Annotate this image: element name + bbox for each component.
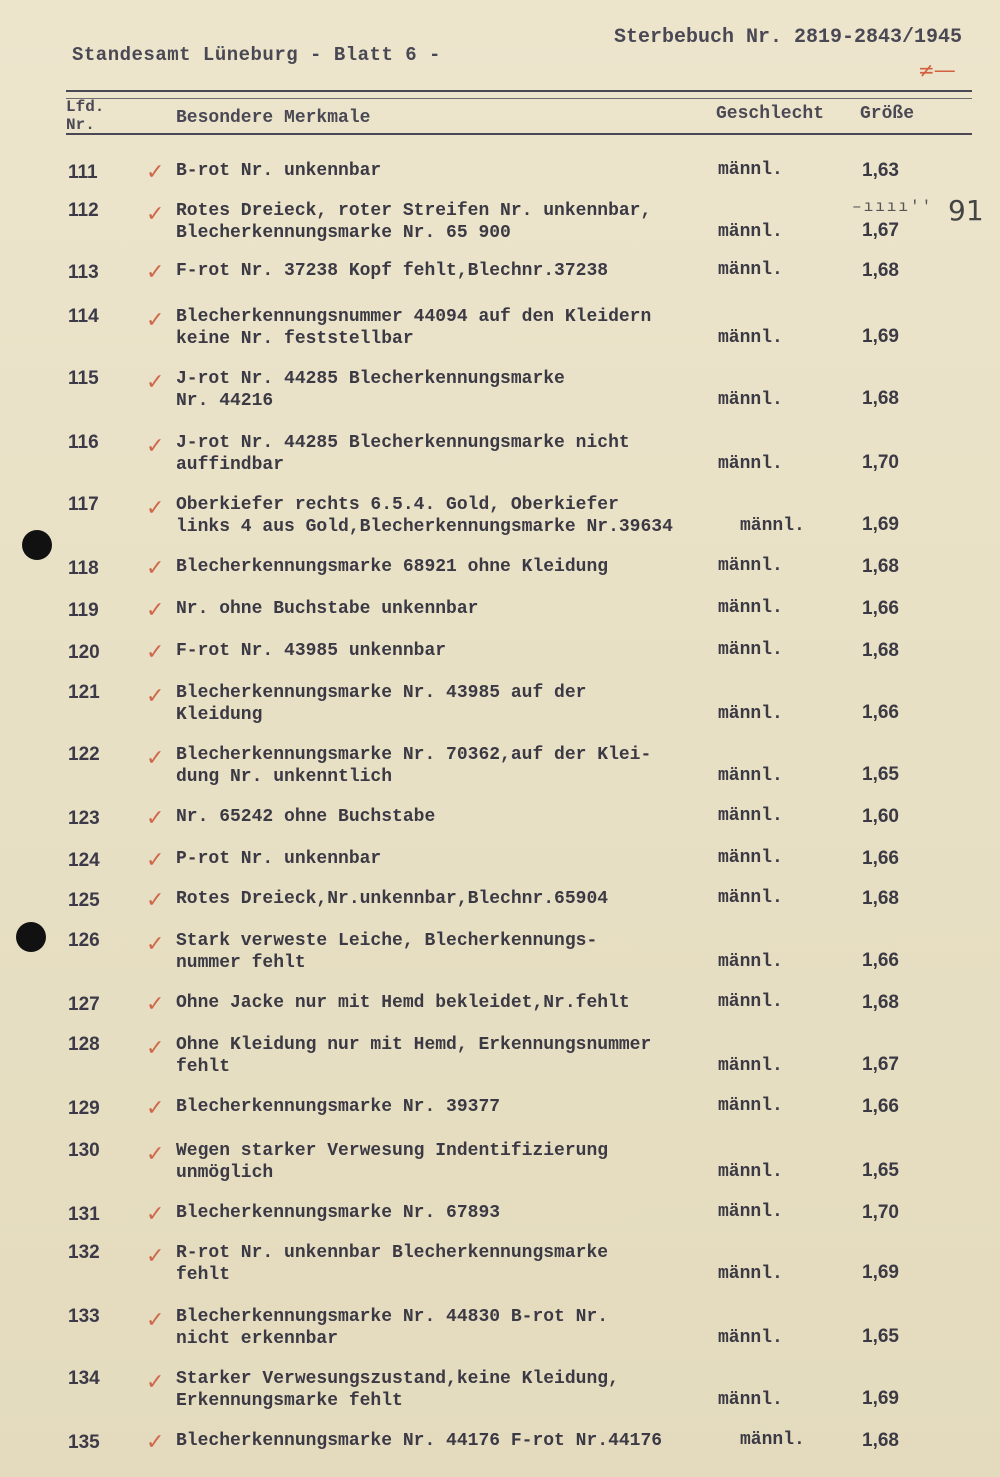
entry-height: 1,68 [862,992,899,1013]
entry-number: 122 [68,744,100,765]
column-header-sex: Geschlecht [716,104,825,124]
entry-sex: männl. [718,1096,783,1116]
entry-height: 1,68 [862,388,899,409]
entry-features: Blecherkennungsmarke Nr. 70362,auf der Klei- dung Nr. unkenntlich [176,745,652,787]
entry-number: 114 [68,306,99,327]
header-rule-top [66,90,972,92]
entry-sex: männl. [718,806,783,826]
red-check-icon: ✓ [146,160,165,185]
entry-number: 116 [68,432,99,453]
entry-height: 1,68 [862,556,899,577]
red-check-icon: ✓ [146,1142,165,1167]
entry-features: Nr. 65242 ohne Buchstabe [176,807,436,827]
entry-sex: männl. [718,222,783,242]
entry-sex: männl. [718,1264,783,1284]
entry-height: 1,66 [862,950,899,971]
entry-sex: männl. [740,516,805,536]
table-row [0,494,1000,540]
table-row [0,598,1000,644]
entry-features: Ohne Kleidung nur mit Hemd, Erkennungsnummer fehlt [176,1035,652,1077]
entry-sex: männl. [718,1202,783,1222]
entry-sex: männl. [718,160,783,180]
entry-sex: männl. [718,704,783,724]
table-row [0,744,1000,790]
entry-number: 121 [68,682,100,703]
red-check-icon: ✓ [146,640,165,665]
entry-height: 1,63 [862,160,899,181]
table-row [0,200,1000,246]
entry-sex: männl. [718,328,783,348]
entry-height: 1,69 [862,514,899,535]
entry-height: 1,70 [862,1202,899,1223]
red-check-icon: ✓ [146,308,165,333]
red-check-icon: ✓ [146,1370,165,1395]
entry-number: 124 [68,850,100,871]
column-header-features: Besondere Merkmale [176,108,371,128]
entry-features: Wegen starker Verwesung Indentifizierung unmöglich [176,1141,609,1183]
entry-number: 131 [68,1204,100,1225]
table-row [0,682,1000,728]
entry-height: 1,68 [862,640,899,661]
entry-height: 1,70 [862,452,899,473]
entry-number: 111 [68,162,98,183]
entry-features: Blecherkennungsmarke Nr. 39377 [176,1097,501,1117]
table-row [0,556,1000,602]
red-check-icon: ✓ [146,202,165,227]
table-row [0,306,1000,352]
entry-features: Rotes Dreieck,Nr.unkennbar,Blechnr.65904 [176,889,609,909]
red-check-icon: ✓ [146,848,165,873]
table-row [0,1140,1000,1186]
entry-number: 119 [68,600,99,621]
registry-office-title: Standesamt Lüneburg - Blatt 6 - [72,44,441,66]
red-check-icon: ✓ [146,1036,165,1061]
red-check-icon: ✓ [146,1096,165,1121]
entry-features: R-rot Nr. unkennbar Blecherkennungsmarke fehlt [176,1243,609,1285]
table-row [0,930,1000,976]
entry-number: 126 [68,930,100,951]
entry-number: 117 [68,494,99,515]
entry-number: 115 [68,368,99,389]
entry-height: 1,65 [862,764,899,785]
entry-features: Stark verweste Leiche, Blecherkennungs- nummer fehlt [176,931,598,973]
entry-features: Oberkiefer rechts 6.5.4. Gold, Oberkiefer links 4 aus Gold,Blecherkennungsmarke Nr.39634 [176,495,673,537]
entry-number: 127 [68,994,100,1015]
entry-height: 1,69 [862,1262,899,1283]
entry-sex: männl. [718,390,783,410]
pencil-tally-marks: –ıııı'' [852,198,934,216]
entry-height: 1,66 [862,848,899,869]
entry-features: F-rot Nr. 37238 Kopf fehlt,Blechnr.37238 [176,261,609,281]
red-check-icon: ✓ [146,1308,165,1333]
red-check-icon: ✓ [146,1202,165,1227]
table-row [0,1430,1000,1476]
entry-features: Blecherkennungsmarke Nr. 44176 F-rot Nr.44176 [176,1431,663,1451]
entry-features: Ohne Jacke nur mit Hemd bekleidet,Nr.fehlt [176,993,630,1013]
red-check-icon: ✓ [146,932,165,957]
entry-sex: männl. [718,1056,783,1076]
entry-height: 1,68 [862,1430,899,1451]
register-number: Sterbebuch Nr. 2819-2843/1945 [614,26,963,49]
entry-sex: männl. [718,848,783,868]
table-row [0,432,1000,478]
entry-sex: männl. [718,952,783,972]
table-row [0,1034,1000,1080]
entry-features: Blecherkennungsmarke 68921 ohne Kleidung [176,557,609,577]
handwritten-margin-number: 91 [948,194,984,227]
entry-sex: männl. [718,1390,783,1410]
entry-features: J-rot Nr. 44285 Blecherkennungsmarke nicht auffindbar [176,433,630,475]
entry-height: 1,65 [862,1160,899,1181]
red-check-icon: ✓ [146,746,165,771]
entry-number: 134 [68,1368,100,1389]
entry-number: 133 [68,1306,100,1327]
entry-height: 1,66 [862,702,899,723]
entry-features: Nr. ohne Buchstabe unkennbar [176,599,479,619]
entry-sex: männl. [740,1430,805,1450]
red-check-icon: ✓ [146,598,165,623]
table-row [0,992,1000,1038]
entry-features: Rotes Dreieck, roter Streifen Nr. unkennbar, Blecherkennungsmarke Nr. 65 900 [176,201,652,243]
red-check-icon: ✓ [146,1244,165,1269]
entry-sex: männl. [718,1162,783,1182]
entry-height: 1,68 [862,888,899,909]
entry-number: 123 [68,808,100,829]
entry-sex: männl. [718,992,783,1012]
entry-height: 1,65 [862,1326,899,1347]
red-check-icon: ✓ [146,434,165,459]
entry-sex: männl. [718,640,783,660]
entry-height: 1,67 [862,1054,899,1075]
entry-height: 1,68 [862,260,899,281]
entry-number: 128 [68,1034,100,1055]
entry-features: Blecherkennungsnummer 44094 auf den Kleidern keine Nr. feststellbar [176,307,652,349]
entry-number: 120 [68,642,100,663]
column-header-nr: Lfd. Nr. [66,98,105,134]
entry-sex: männl. [718,1328,783,1348]
red-pencil-mark: ≠― [918,58,955,82]
table-row [0,1096,1000,1142]
red-check-icon: ✓ [146,1430,165,1455]
table-row [0,368,1000,414]
entry-features: F-rot Nr. 43985 unkennbar [176,641,447,661]
column-header-height: Größe [860,104,915,124]
entry-features: Blecherkennungsmarke Nr. 43985 auf der Kleidung [176,683,587,725]
table-row [0,640,1000,686]
table-row [0,1242,1000,1288]
red-check-icon: ✓ [146,888,165,913]
entry-height: 1,69 [862,1388,899,1409]
red-check-icon: ✓ [146,370,165,395]
table-row [0,1368,1000,1414]
entry-height: 1,67 [862,220,899,241]
header-rule-bottom [66,133,972,135]
entry-sex: männl. [718,598,783,618]
entry-features: Blecherkennungsmarke Nr. 67893 [176,1203,501,1223]
table-row [0,888,1000,934]
table-row [0,1306,1000,1352]
entry-features: J-rot Nr. 44285 Blecherkennungsmarke Nr. 44216 [176,369,565,411]
entry-sex: männl. [718,454,783,474]
entry-features: B-rot Nr. unkennbar [176,161,382,181]
entry-height: 1,60 [862,806,899,827]
table-row [0,806,1000,852]
entry-number: 132 [68,1242,100,1263]
entry-features: Starker Verwesungszustand,keine Kleidung, Erkennungsmarke fehlt [176,1369,619,1411]
table-row [0,260,1000,306]
red-check-icon: ✓ [146,684,165,709]
entry-height: 1,66 [862,1096,899,1117]
red-check-icon: ✓ [146,992,165,1017]
header-rule-top-thin [66,98,972,99]
entry-height: 1,69 [862,326,899,347]
entry-features: P-rot Nr. unkennbar [176,849,382,869]
red-check-icon: ✓ [146,806,165,831]
entry-features: Blecherkennungsmarke Nr. 44830 B-rot Nr. nicht erkennbar [176,1307,609,1349]
entry-number: 130 [68,1140,100,1161]
entry-number: 113 [68,262,99,283]
red-check-icon: ✓ [146,496,165,521]
entry-number: 112 [68,200,99,221]
entry-number: 135 [68,1432,100,1453]
entry-sex: männl. [718,766,783,786]
entry-number: 129 [68,1098,100,1119]
entry-number: 118 [68,558,99,579]
entry-height: 1,66 [862,598,899,619]
entry-number: 125 [68,890,100,911]
red-check-icon: ✓ [146,556,165,581]
entry-sex: männl. [718,260,783,280]
red-check-icon: ✓ [146,260,165,285]
entry-sex: männl. [718,888,783,908]
entry-sex: männl. [718,556,783,576]
